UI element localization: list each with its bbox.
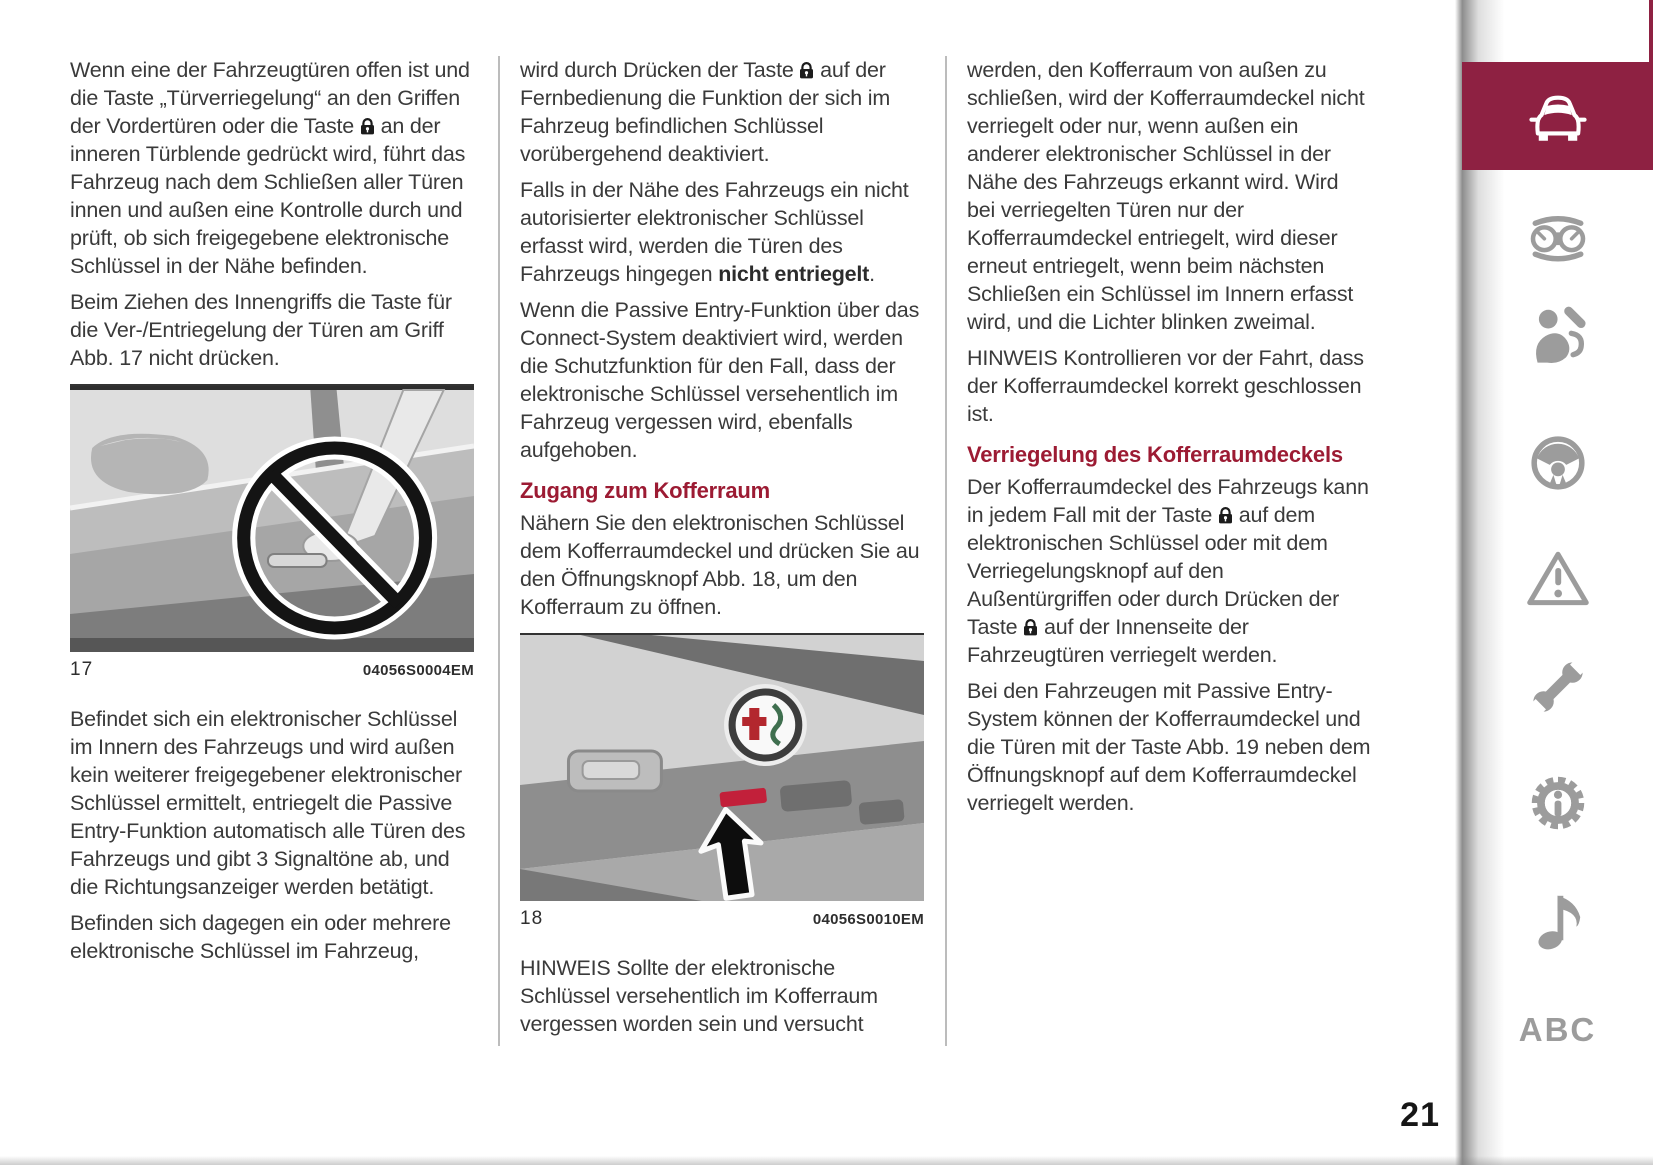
sidebar-tab-car-front — [1462, 62, 1653, 170]
sidebar-tab-music-note — [1462, 884, 1653, 954]
body-paragraph: Bei den Fahrzeugen mit Passive Entry-System können der Kofferraumdeckel und die Türen mit der Taste Abb. 19 neben dem Öffnungsknopf auf dem Kofferraumdeckel verriegelt werden. — [967, 679, 1371, 815]
figure-caption — [520, 908, 924, 930]
figure-17 — [70, 384, 474, 681]
lock-glyph — [1023, 619, 1038, 636]
door-handle-prohibition-illustration — [70, 384, 474, 652]
figure-18 — [520, 633, 924, 930]
text-column-2 — [520, 56, 924, 1046]
text-column-1 — [70, 56, 474, 973]
wrench-icon — [1523, 649, 1593, 725]
body-paragraph: werden, den Kofferraum von außen zu schließen, wird der Kofferraumdeckel nicht verriegelt oder nur, wenn außen ein anderer elektronischer Schlüssel in der Nähe des Fahrzeugs erkannt wird. Wird bei verriegelten Türen nur der Kofferraumdeckel entriegelt, wird dieser erneut entriegelt, wenn beim nächsten Schließen ein Schlüssel im Innern erfasst wird, und die Lichter blinken zweimal. — [967, 58, 1365, 334]
figure-number: 18 — [520, 908, 544, 929]
column-divider — [945, 56, 947, 1046]
abc-label: ABC — [1518, 1011, 1597, 1048]
bold-text: nicht entriegelt — [718, 262, 870, 286]
lock-glyph — [799, 62, 814, 79]
section-heading: Verriegelung des Kofferraumdeckels — [967, 442, 1343, 467]
lock-icon — [360, 118, 375, 135]
trunk-release-button-illustration — [520, 633, 924, 901]
sidebar-tab-wrench — [1462, 645, 1653, 729]
figure-code: 04056S0010EM — [812, 911, 924, 928]
body-paragraph: Der Kofferraumdeckel des Fahrzeugs kann in jedem Fall mit der Taste auf dem elektronischen Schlüssel oder mit dem Verriegelungsknopf auf den Außentürgriffen oder durch Drücken der Taste auf der Innenseite der Fahrzeugtüren verriegelt werden. — [967, 475, 1369, 667]
body-paragraph: wird durch Drücken der Taste auf der Fernbedienung die Funktion der sich im Fahrzeug befindlichen Schlüssel vorübergehend deaktiviert. — [520, 58, 891, 166]
car-front-icon — [1525, 85, 1591, 147]
body-paragraph: Beim Ziehen des Innengriffs die Taste für die Ver-/Entriegelung der Türen am Griff Abb. 17 nicht drücken. — [70, 290, 452, 370]
sidebar-tab-warning-triangle — [1462, 545, 1653, 611]
info-gear-icon — [1523, 768, 1593, 838]
sidebar-tab-steering-wheel — [1462, 428, 1653, 498]
body-paragraph: Befinden sich dagegen ein oder mehrere elektronische Schlüssel im Fahrzeug, — [70, 911, 451, 963]
body-paragraph: HINWEIS Sollte der elektronische Schlüssel versehentlich im Kofferraum vergessen worden sein und versucht — [520, 956, 878, 1036]
figure-code: 04056S0004EM — [362, 662, 474, 679]
sidebar-tab-abc — [1462, 1008, 1653, 1052]
page-edge-accent-strip — [1649, 0, 1653, 64]
lock-icon — [1023, 619, 1038, 636]
page-number: 21 — [1400, 1096, 1440, 1134]
warning-triangle-icon — [1525, 547, 1591, 609]
body-paragraph: Falls in der Nähe des Fahrzeugs ein nicht autorisierter elektronischer Schlüssel erfasst wird, werden die Türen des Fahrzeugs hingegen nicht entriegelt. — [520, 178, 909, 286]
lock-icon — [1218, 507, 1233, 524]
body-paragraph: Befindet sich ein elektronischer Schlüssel im Innern des Fahrzeugs und wird außen kein weiterer freigegebener elektronischer Schlüssel ermittelt, entriegelt die Passive Entry-Funktion automatisch alle Türen des Fahrzeugs und gibt 3 Signaltöne ab, und die Richtungsanzeiger werden betätigt. — [70, 707, 466, 899]
figure-number: 17 — [70, 659, 94, 680]
text-column-3 — [967, 56, 1371, 825]
section-heading: Zugang zum Kofferraum — [520, 478, 771, 503]
chapter-tab-sidebar — [1462, 0, 1653, 1165]
steering-wheel-icon — [1525, 430, 1591, 496]
music-note-icon — [1529, 886, 1587, 952]
body-paragraph: HINWEIS Kontrollieren vor der Fahrt, dass der Kofferraumdeckel korrekt geschlossen ist. — [967, 346, 1364, 426]
airbag-icon — [1526, 303, 1590, 369]
body-paragraph: Wenn die Passive Entry-Funktion über das Connect-System deaktiviert wird, werden die Schutzfunktion für den Fall, dass der elektronische Schlüssel versehentlich im Fahrzeug vergessen wird, ebenfalls aufgehoben. — [520, 298, 920, 462]
column-divider — [498, 56, 500, 1046]
body-paragraph: Wenn eine der Fahrzeugtüren offen ist und die Taste „Türverriegelung“ an den Griffen der Vordertüren oder die Taste an der inneren Türblende gedrückt wird, führt das Fahrzeug nach dem Schließen aller Türen innen und außen eine Kontrolle durch und prüft, ob sich freigegebene elektronische Schlüssel in der Nähe befinden. — [70, 58, 470, 278]
sidebar-tab-dashboard-gauges — [1462, 203, 1653, 269]
sidebar-tab-airbag — [1462, 300, 1653, 372]
lock-glyph — [360, 118, 375, 135]
body-paragraph: Nähern Sie den elektronischen Schlüssel dem Kofferraumdeckel und drücken Sie au den Öffnungsknopf Abb. 18, um den Kofferraum zu öffnen. — [520, 511, 920, 619]
page-bottom-shadow — [0, 1156, 1653, 1165]
dashboard-gauges-icon — [1525, 206, 1591, 266]
sidebar-tab-info-gear — [1462, 766, 1653, 840]
lock-glyph — [1218, 507, 1233, 524]
figure-caption — [70, 659, 474, 681]
lock-icon — [799, 62, 814, 79]
